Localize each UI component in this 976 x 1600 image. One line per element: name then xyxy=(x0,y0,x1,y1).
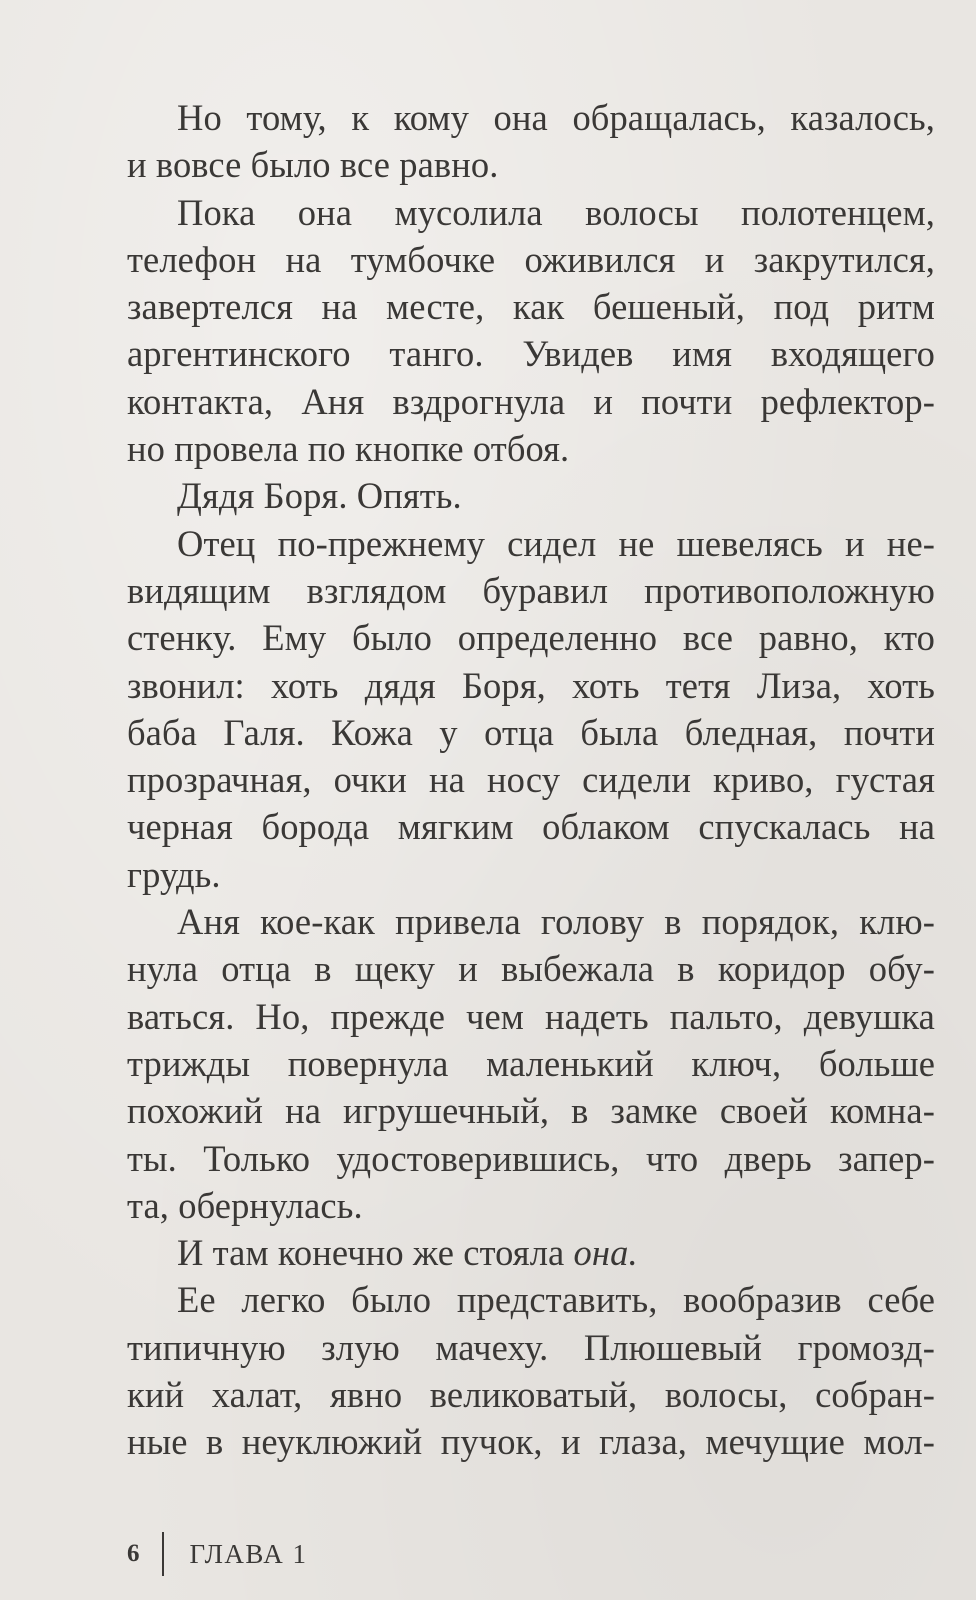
text-line: та, обернулась. xyxy=(127,1184,363,1226)
text-line: похожий на игрушечный, в замке своей комна- xyxy=(127,1090,935,1132)
text-line: баба Галя. Кожа у отца была бледная, почти xyxy=(127,711,935,753)
text-line: ты. Только удостоверившись, что дверь запер- xyxy=(127,1137,935,1179)
page-body xyxy=(127,94,935,1466)
chapter-title: ГЛАВА 1 xyxy=(189,1538,308,1569)
footer-divider xyxy=(162,1532,164,1576)
text-line: Ее легко было представить, вообразив себе xyxy=(177,1279,935,1321)
italic-word: она. xyxy=(573,1232,638,1274)
text-line: ные в неуклюжий пучок, и глаза, мечущие мол- xyxy=(127,1421,935,1463)
text-line: стенку. Ему было определенно все равно, кто xyxy=(127,617,935,659)
text-line: Аня кое-как привела голову в порядок, клю- xyxy=(177,901,935,943)
text-block xyxy=(127,94,935,1466)
text-line: Пока она мусолила волосы полотенцем, xyxy=(177,191,935,233)
text-line: черная борода мягким облаком спускалась на xyxy=(127,806,935,848)
text-run: И там конечно же стояла xyxy=(177,1232,574,1274)
text-line: но провела по кнопке отбоя. xyxy=(127,428,570,470)
text-line: завертелся на месте, как бешеный, под ритм xyxy=(127,286,935,328)
text-line: Но тому, к кому она обращалась, казалось, xyxy=(177,97,935,138)
text-line: видящим взглядом буравил противоположную xyxy=(127,569,935,611)
page-number: 6 xyxy=(127,1540,140,1567)
text-line: типичную злую мачеху. Плюшевый громозд- xyxy=(127,1326,935,1368)
text-line: Отец по-прежнему сидел не шевелясь и не- xyxy=(177,522,935,564)
text-line: прозрачная, очки на носу сидели криво, густая xyxy=(127,759,935,801)
running-footer xyxy=(127,1530,307,1578)
text-line: аргентинского танго. Увидев имя входящего xyxy=(127,333,935,375)
text-line: трижды повернула маленький ключ, больше xyxy=(127,1042,935,1084)
text-line: кий халат, явно великоватый, волосы, собран- xyxy=(127,1374,935,1416)
text-line: и вовсе было все равно. xyxy=(127,144,499,186)
text-line: грудь. xyxy=(127,853,221,895)
text-line: телефон на тумбочке оживился и закрутился, xyxy=(127,238,935,280)
text-line xyxy=(127,1229,935,1276)
text-line: нула отца в щеку и выбежала в коридор обу- xyxy=(127,948,935,990)
text-line: ваться. Но, прежде чем надеть пальто, девушка xyxy=(127,995,935,1037)
text-line: звонил: хоть дядя Боря, хоть тетя Лиза, хоть xyxy=(127,664,935,706)
text-line: контакта, Аня вздрогнула и почти рефлектор- xyxy=(127,380,935,422)
text-line: Дядя Боря. Опять. xyxy=(177,475,462,517)
